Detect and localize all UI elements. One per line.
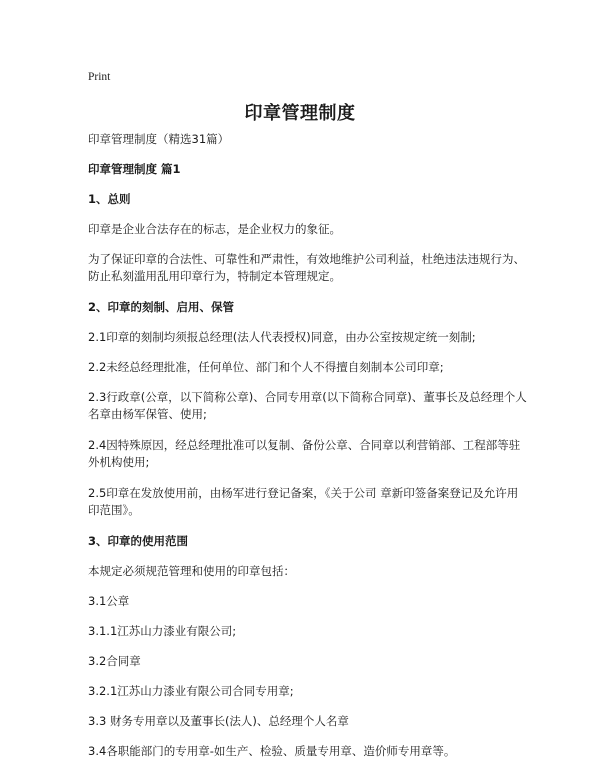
document-body xyxy=(88,131,528,773)
body-paragraph: 2.2未经总经理批准，任何单位、部门和个人不得擅自刻制本公司印章; xyxy=(88,360,444,374)
section-heading: 3、印章的使用范围 xyxy=(88,534,189,548)
section-heading: 2、印章的刻制、启用、保管 xyxy=(88,300,235,314)
body-paragraph: 3.2.1江苏山力漆业有限公司合同专用章; xyxy=(88,684,294,698)
body-paragraph: 3.2合同章 xyxy=(88,654,141,668)
section-heading: 印章管理制度 篇1 xyxy=(88,162,181,176)
body-paragraph: 3.1.1江苏山力漆业有限公司; xyxy=(88,624,237,638)
body-paragraph: 3.4各职能部门的专用章-如生产、检验、质量专用章、造价师专用章等。 xyxy=(88,744,456,758)
body-paragraph: 2.4因特殊原因，经总经理批准可以复制、备份公章、合同章以利营销部、工程部等驻 外机构使用; xyxy=(88,438,521,469)
section-heading: 1、总则 xyxy=(88,192,131,206)
subtitle-paragraph: 印章管理制度（精选31篇） xyxy=(88,132,230,146)
body-paragraph: 2.5印章在发放使用前，由杨军进行登记备案，《关于公司 章新印签备案登记及允许用印范围》。 xyxy=(88,486,519,517)
body-paragraph: 2.1印章的刻制均须报总经理(法人代表授权)同意，由办公室按规定统一刻制; xyxy=(88,330,476,344)
body-paragraph: 3.3 财务专用章以及董事长(法人)、总经理个人名章 xyxy=(88,714,349,728)
body-paragraph: 2.3行政章(公章，以下简称公章)、合同专用章(以下简称合同章)、董事长及总经理个人名章由杨军保管、使用; xyxy=(88,390,527,421)
print-label: Print xyxy=(88,71,111,83)
body-paragraph: 印章是企业合法存在的标志，是企业权力的象征。 xyxy=(88,222,341,236)
body-paragraph: 本规定必须规范管理和使用的印章包括： xyxy=(88,564,295,578)
body-paragraph: 为了保证印章的合法性、可靠性和严肃性，有效地维护公司利益，杜绝违法违规行为、防止私刻滥用乱用印章行为，特制定本管理规定。 xyxy=(88,252,525,283)
document-title: 印章管理制度 xyxy=(244,103,356,124)
body-paragraph: 3.1公章 xyxy=(88,594,130,608)
